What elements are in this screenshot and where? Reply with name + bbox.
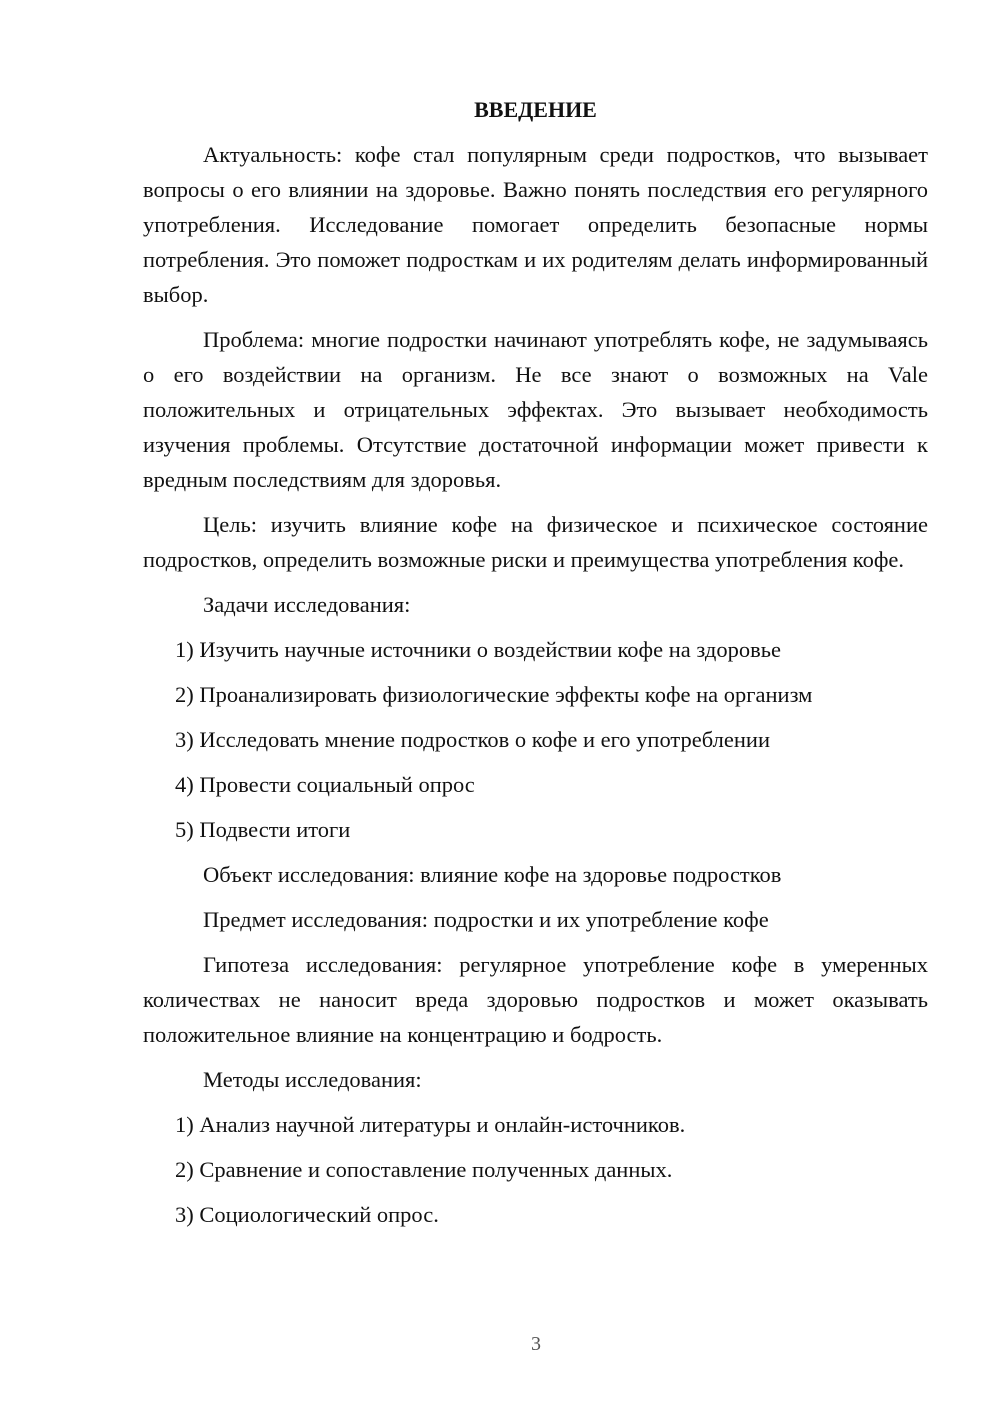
task-item: 1) Изучить научные источники о воздействии кофе на здоровье [175, 637, 781, 662]
method-item: 3) Социологический опрос. [175, 1202, 439, 1227]
method-item: 1) Анализ научной литературы и онлайн-источников. [175, 1112, 686, 1137]
goal-paragraph: Цель: изучить влияние кофе на физическое и психическое состояние подростков, определить возможные риски и преимущества употребления кофе. [143, 512, 928, 572]
document-page [143, 92, 928, 1242]
subject-line: Предмет исследования: подростки и их употребление кофе [203, 907, 769, 932]
tasks-heading: Задачи исследования: [203, 592, 411, 617]
task-item: 4) Провести социальный опрос [175, 772, 475, 797]
task-item: 5) Подвести итоги [175, 817, 351, 842]
task-item: 3) Исследовать мнение подростков о кофе и его употреблении [175, 727, 770, 752]
problem-paragraph: Проблема: многие подростки начинают употреблять кофе, не задумываясь о его воздействии на организм. Не все знают о возможных на Vale положительных и отрицательных эффектах. Это вызывает необходимость изучения проблемы. Отсутствие достаточной информации может привести к вредным последствиям для здоровья. [143, 327, 928, 492]
object-line: Объект исследования: влияние кофе на здоровье подростков [203, 862, 782, 887]
relevance-paragraph: Актуальность: кофе стал популярным среди подростков, что вызывает вопросы о его влиянии на здоровье. Важно понять последствия его регулярного употребления. Исследование помогает определить безопасные нормы потребления. Это поможет подросткам и их родителям делать информированный выбор. [143, 142, 928, 307]
methods-heading: Методы исследования: [203, 1067, 422, 1092]
section-title: ВВЕДЕНИЕ [474, 97, 597, 122]
task-item: 2) Проанализировать физиологические эффекты кофе на организм [175, 682, 813, 707]
hypothesis-paragraph: Гипотеза исследования: регулярное употребление кофе в умеренных количествах не наносит вреда здоровью подростков и может оказывать положительное влияние на концентрацию и бодрость. [143, 952, 928, 1047]
page-number: 3 [531, 1333, 541, 1355]
method-item: 2) Сравнение и сопоставление полученных данных. [175, 1157, 673, 1182]
